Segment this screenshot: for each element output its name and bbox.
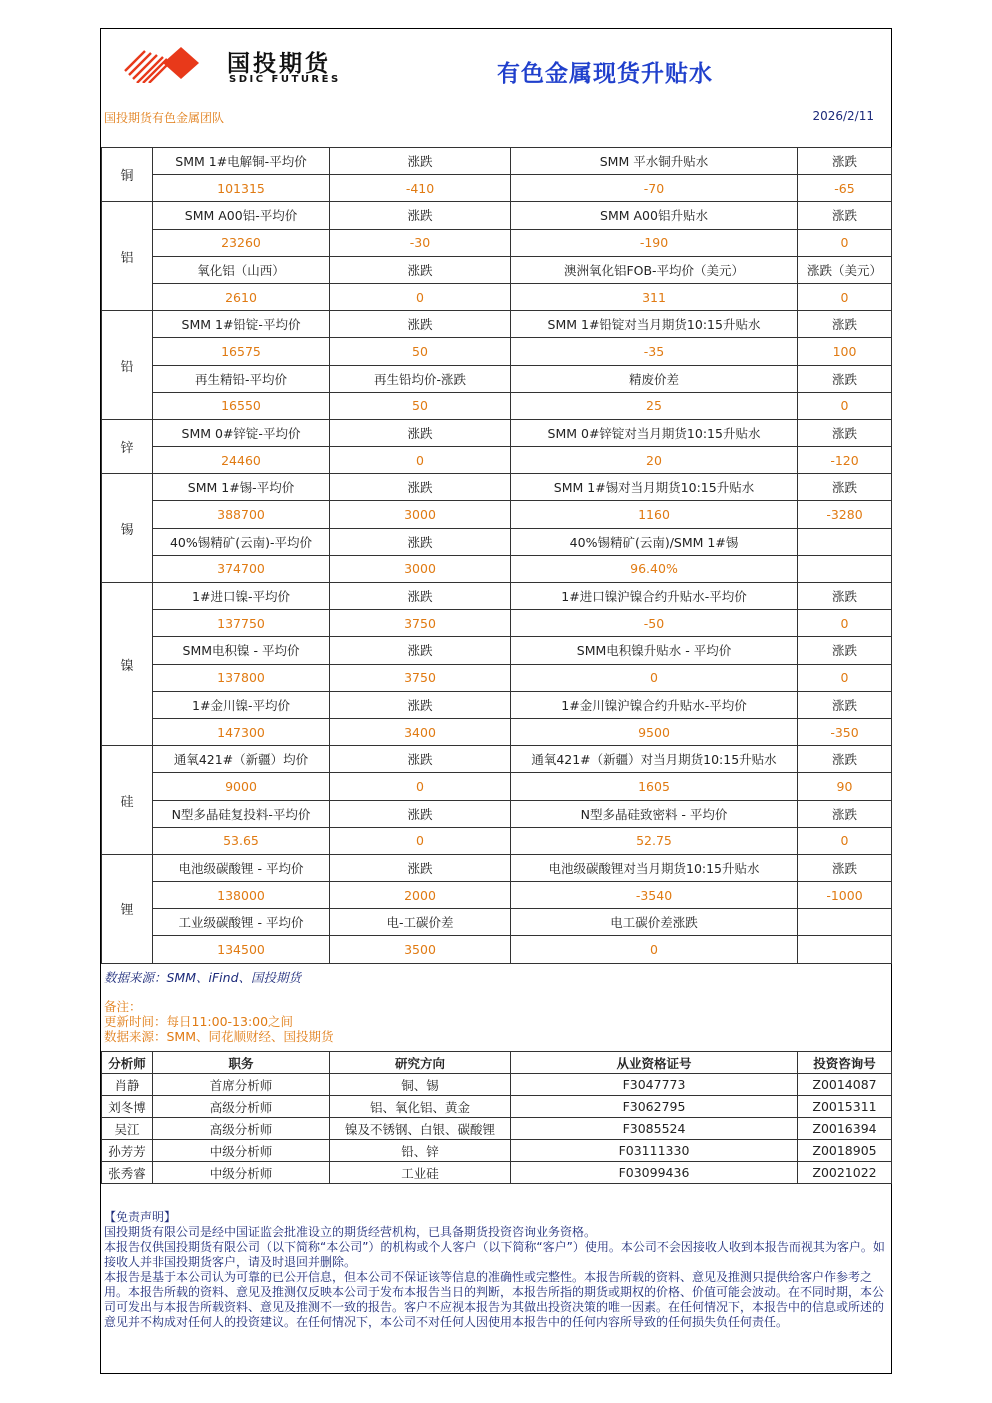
column-label-cell: 涨跌（美元） [798, 256, 892, 283]
column-label-cell: 电池级碳酸锂 - 平均价 [153, 854, 330, 881]
price-value-cell: 0 [511, 936, 798, 963]
analyst-cell: Z0016394 [798, 1118, 892, 1140]
column-label-cell: SMM A00铝-平均价 [153, 202, 330, 229]
header-row [102, 691, 892, 718]
price-value-cell: 3750 [330, 610, 511, 637]
analyst-header-cell: 从业资格证号 [511, 1052, 798, 1074]
logo-english-name: SDIC FUTURES [229, 74, 341, 85]
price-value-cell: 24460 [153, 447, 330, 474]
column-label-cell: 涨跌 [330, 311, 511, 338]
value-row [102, 936, 892, 963]
header-row [102, 419, 892, 446]
price-value-cell: 100 [798, 338, 892, 365]
column-label-cell [798, 528, 892, 555]
price-value-cell: 0 [798, 664, 892, 691]
value-row [102, 447, 892, 474]
analyst-cell: 高级分析师 [153, 1118, 330, 1140]
column-label-cell: 涨跌 [330, 637, 511, 664]
price-value-cell: -190 [511, 229, 798, 256]
price-value-cell: 9000 [153, 773, 330, 800]
value-row [102, 283, 892, 310]
analyst-row [102, 1096, 892, 1118]
column-label-cell: 涨跌 [798, 583, 892, 610]
column-label-cell: 涨跌 [798, 637, 892, 664]
analyst-cell: 铅、锌 [330, 1140, 511, 1162]
column-label-cell: 1#进口镍-平均价 [153, 583, 330, 610]
metal-label: 锌 [102, 419, 153, 473]
price-value-cell: 9500 [511, 718, 798, 745]
analyst-cell: 铜、锡 [330, 1074, 511, 1096]
analyst-cell: F03111330 [511, 1140, 798, 1162]
analyst-cell: 中级分析师 [153, 1162, 330, 1184]
column-label-cell: SMM电积镍升贴水 - 平均价 [511, 637, 798, 664]
value-row [102, 555, 892, 582]
column-label-cell: 涨跌 [798, 800, 892, 827]
price-value-cell: 3000 [330, 501, 511, 528]
value-row [102, 610, 892, 637]
price-value-cell: 138000 [153, 882, 330, 909]
header-row [102, 256, 892, 283]
note-title: 备注： [104, 999, 142, 1014]
price-value-cell: 134500 [153, 936, 330, 963]
column-label-cell: N型多晶硅致密料 - 平均价 [511, 800, 798, 827]
header-row [102, 311, 892, 338]
analyst-cell: 镍及不锈钢、白银、碳酸锂 [330, 1118, 511, 1140]
price-value-cell: 1160 [511, 501, 798, 528]
column-label-cell: 涨跌 [330, 528, 511, 555]
price-value-cell: 52.75 [511, 827, 798, 854]
analyst-header-cell: 投资咨询号 [798, 1052, 892, 1074]
company-logo [123, 43, 341, 89]
metal-label: 铝 [102, 202, 153, 311]
column-label-cell: 再生精铅-平均价 [153, 365, 330, 392]
metal-label: 铅 [102, 311, 153, 420]
price-value-cell: -350 [798, 718, 892, 745]
price-value-cell: 96.40% [511, 555, 798, 582]
analyst-cell: 吴江 [102, 1118, 153, 1140]
analyst-cell: Z0021022 [798, 1162, 892, 1184]
column-label-cell: 1#金川镍沪镍合约升贴水-平均价 [511, 691, 798, 718]
header-row [102, 854, 892, 881]
price-value-cell: 388700 [153, 501, 330, 528]
column-label-cell: 涨跌 [330, 474, 511, 501]
price-value-cell: 50 [330, 338, 511, 365]
disclaimer-title: 【免责声明】 [104, 1210, 177, 1224]
team-name: 国投期货有色金属团队 [104, 111, 225, 125]
analyst-row [102, 1140, 892, 1162]
price-value-cell: 16550 [153, 392, 330, 419]
price-value-cell: 374700 [153, 555, 330, 582]
analyst-cell: 高级分析师 [153, 1096, 330, 1118]
header-row [102, 909, 892, 936]
price-value-cell: 0 [330, 447, 511, 474]
column-label-cell: 涨跌 [798, 148, 892, 175]
price-value-cell: 0 [798, 610, 892, 637]
price-value-cell: 90 [798, 773, 892, 800]
column-label-cell: 1#进口镍沪镍合约升贴水-平均价 [511, 583, 798, 610]
column-label-cell: 氧化铝（山西） [153, 256, 330, 283]
price-value-cell: 0 [798, 827, 892, 854]
column-label-cell: 涨跌 [330, 256, 511, 283]
column-label-cell: 通氧421#（新疆）对当月期货10:15升贴水 [511, 746, 798, 773]
value-row [102, 664, 892, 691]
report-frame [100, 28, 892, 1374]
column-label-cell: 涨跌 [798, 419, 892, 446]
header-row [102, 528, 892, 555]
analyst-cell: 孙芳芳 [102, 1140, 153, 1162]
price-value-cell: 3400 [330, 718, 511, 745]
metal-label: 镍 [102, 583, 153, 746]
price-value-cell: 137800 [153, 664, 330, 691]
price-value-cell: 137750 [153, 610, 330, 637]
report-date: 2026/2/11 [812, 109, 874, 123]
price-value-cell: 101315 [153, 175, 330, 202]
analyst-cell: 铝、氧化铝、黄金 [330, 1096, 511, 1118]
header-row [102, 637, 892, 664]
analyst-row [102, 1118, 892, 1140]
disclaimer-para: 国投期货有限公司是经中国证监会批准设立的期货经营机构，已具备期货投资咨询业务资格。 [104, 1225, 597, 1239]
value-row [102, 773, 892, 800]
price-value-cell: 0 [511, 664, 798, 691]
price-value-cell: 2000 [330, 882, 511, 909]
note-data-source: 数据来源：SMM、同花顺财经、国投期货 [104, 1029, 334, 1044]
column-label-cell: 电-工碳价差 [330, 909, 511, 936]
analyst-cell: Z0018905 [798, 1140, 892, 1162]
column-label-cell: SMM 0#锌锭-平均价 [153, 419, 330, 446]
price-value-cell: -3280 [798, 501, 892, 528]
column-label-cell: SMM 1#铅锭-平均价 [153, 311, 330, 338]
column-label-cell: 涨跌 [798, 474, 892, 501]
price-value-cell: -120 [798, 447, 892, 474]
column-label-cell: 涨跌 [330, 854, 511, 881]
analyst-cell: 首席分析师 [153, 1074, 330, 1096]
price-value-cell: -3540 [511, 882, 798, 909]
analyst-header-cell: 职务 [153, 1052, 330, 1074]
price-value-cell: -1000 [798, 882, 892, 909]
metal-label: 硅 [102, 746, 153, 855]
price-value-cell: -30 [330, 229, 511, 256]
analyst-cell: 中级分析师 [153, 1140, 330, 1162]
analyst-row [102, 1074, 892, 1096]
column-label-cell: 涨跌 [330, 691, 511, 718]
disclaimer-para: 本报告是基于本公司认为可靠的已公开信息，但本公司不保证该等信息的准确性或完整性。本报告所载的资料、意见及推测只提供给客户作参考之用。本报告所载的资料、意见及推测仅反映本公司于发布本报告当日的判断，本报告所指的期货或期权的价格、价值可能会波动。在不同时期，本公司可发出与本报告所载资料、意见及推测不一致的报告。客户不应视本报告为其做出投资决策的唯一因素。在任何情况下，本报告中的信息或所述的意见并不构成对任何人的投资建议。在任何情况下，本公司不对任何人因使用本报告中的任何内容所导致的任何损失负任何责任。 [104, 1270, 885, 1329]
price-value-cell: 3750 [330, 664, 511, 691]
price-value-cell: 23260 [153, 229, 330, 256]
metal-label: 锂 [102, 854, 153, 963]
column-label-cell: SMM 0#锌锭对当月期货10:15升贴水 [511, 419, 798, 446]
analyst-row [102, 1162, 892, 1184]
analyst-cell: Z0014087 [798, 1074, 892, 1096]
price-value-cell: 0 [330, 827, 511, 854]
price-value-cell: -35 [511, 338, 798, 365]
price-value-cell [798, 936, 892, 963]
column-label-cell: 40%锡精矿(云南)-平均价 [153, 528, 330, 555]
column-label-cell: SMM 1#锡对当月期货10:15升贴水 [511, 474, 798, 501]
column-label-cell: 澳洲氧化铝FOB-平均价（美元） [511, 256, 798, 283]
analyst-cell: 肖静 [102, 1074, 153, 1096]
column-label-cell: SMM 平水铜升贴水 [511, 148, 798, 175]
analyst-cell: 工业硅 [330, 1162, 511, 1184]
analyst-header-cell: 分析师 [102, 1052, 153, 1074]
value-row [102, 827, 892, 854]
analyst-cell: F3047773 [511, 1074, 798, 1096]
value-row [102, 718, 892, 745]
column-label-cell: 涨跌 [798, 691, 892, 718]
analyst-cell: Z0015311 [798, 1096, 892, 1118]
column-label-cell: 涨跌 [798, 311, 892, 338]
column-label-cell: 涨跌 [798, 746, 892, 773]
column-label-cell: 电工碳价差涨跌 [511, 909, 798, 936]
column-label-cell: 涨跌 [330, 746, 511, 773]
column-label-cell: SMM A00铝升贴水 [511, 202, 798, 229]
column-label-cell: 40%锡精矿(云南)/SMM 1#锡 [511, 528, 798, 555]
value-row [102, 501, 892, 528]
value-row [102, 392, 892, 419]
report-title: 有色金属现货升贴水 [497, 61, 713, 87]
column-label-cell: 涨跌 [330, 202, 511, 229]
value-row [102, 338, 892, 365]
price-value-cell: 53.65 [153, 827, 330, 854]
price-value-cell: 3000 [330, 555, 511, 582]
column-label-cell [798, 909, 892, 936]
header-row [102, 202, 892, 229]
header-row [102, 746, 892, 773]
column-label-cell: SMM 1#铅锭对当月期货10:15升贴水 [511, 311, 798, 338]
column-label-cell: 再生铅均价-涨跌 [330, 365, 511, 392]
metal-label: 锡 [102, 474, 153, 583]
analyst-header-cell: 研究方向 [330, 1052, 511, 1074]
column-label-cell: 1#金川镍-平均价 [153, 691, 330, 718]
header-row [102, 583, 892, 610]
price-table [101, 147, 892, 964]
column-label-cell: 涨跌 [330, 148, 511, 175]
analyst-cell: F3085524 [511, 1118, 798, 1140]
price-value-cell [798, 555, 892, 582]
price-value-cell: 2610 [153, 283, 330, 310]
header-row [102, 800, 892, 827]
header-row [102, 365, 892, 392]
price-value-cell: 1605 [511, 773, 798, 800]
value-row [102, 882, 892, 909]
analyst-cell: F03099436 [511, 1162, 798, 1184]
column-label-cell: 涨跌 [798, 365, 892, 392]
column-label-cell: 精废价差 [511, 365, 798, 392]
value-row [102, 175, 892, 202]
header-row [102, 474, 892, 501]
column-label-cell: 工业级碳酸锂 - 平均价 [153, 909, 330, 936]
column-label-cell: N型多晶硅复投料-平均价 [153, 800, 330, 827]
note-update-time: 更新时间：每日11:00-13:00之间 [104, 1014, 294, 1029]
column-label-cell: 涨跌 [330, 583, 511, 610]
logo-chinese-name: 国投期货 [227, 51, 331, 77]
price-value-cell: -410 [330, 175, 511, 202]
analyst-cell: 刘冬博 [102, 1096, 153, 1118]
price-value-cell: 0 [330, 773, 511, 800]
price-value-cell: 0 [798, 283, 892, 310]
disclaimer-para: 本报告仅供国投期货有限公司（以下简称“本公司”）的机构或个人客户（以下简称“客户”）使用。本公司不会因接收人收到本报告而视其为客户。如接收人并非国投期货客户，请及时退回并删除。 [104, 1240, 885, 1269]
price-value-cell: 311 [511, 283, 798, 310]
column-label-cell: 通氧421#（新疆）均价 [153, 746, 330, 773]
price-value-cell: -70 [511, 175, 798, 202]
analyst-header-row [102, 1052, 892, 1074]
price-value-cell: 147300 [153, 718, 330, 745]
price-value-cell: 50 [330, 392, 511, 419]
column-label-cell: SMM 1#电解铜-平均价 [153, 148, 330, 175]
column-label-cell: 涨跌 [798, 854, 892, 881]
column-label-cell: 电池级碳酸锂对当月期货10:15升贴水 [511, 854, 798, 881]
column-label-cell: SMM 1#锡-平均价 [153, 474, 330, 501]
price-value-cell: 16575 [153, 338, 330, 365]
header-row [102, 148, 892, 175]
value-row [102, 229, 892, 256]
notes-block [104, 999, 334, 1044]
column-label-cell: 涨跌 [330, 419, 511, 446]
analyst-cell: F3062795 [511, 1096, 798, 1118]
column-label-cell: SMM电积镍 - 平均价 [153, 637, 330, 664]
sdic-logo-icon [123, 43, 203, 83]
analyst-cell: 张秀睿 [102, 1162, 153, 1184]
price-value-cell: -65 [798, 175, 892, 202]
data-source-line: 数据来源：SMM、iFind、国投期货 [104, 970, 301, 985]
column-label-cell: 涨跌 [798, 202, 892, 229]
column-label-cell: 涨跌 [330, 800, 511, 827]
disclaimer [104, 1210, 888, 1330]
price-value-cell: 3500 [330, 936, 511, 963]
price-value-cell: 0 [798, 229, 892, 256]
price-value-cell: 0 [798, 392, 892, 419]
price-value-cell: 0 [330, 283, 511, 310]
price-value-cell: 25 [511, 392, 798, 419]
price-value-cell: -50 [511, 610, 798, 637]
report-header [101, 29, 891, 147]
price-value-cell: 20 [511, 447, 798, 474]
analyst-table [101, 1051, 892, 1184]
metal-label: 铜 [102, 148, 153, 202]
